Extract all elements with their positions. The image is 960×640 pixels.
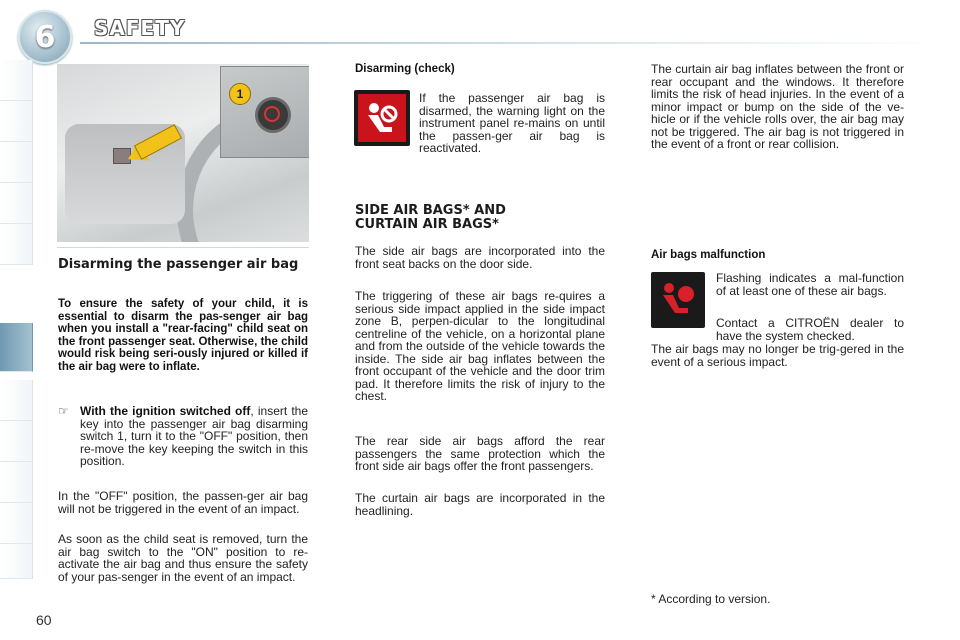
chapter-tab-rail [0, 60, 32, 580]
passenger-airbag-off-warning-icon [354, 90, 410, 146]
chapter-tab-10[interactable] [0, 503, 33, 544]
chapter-tab-7[interactable] [0, 380, 33, 421]
curtain-airbag-paragraph: The curtain air bag inflates between the front or rear occupant and the windows. It therefore limits the risk of head injuries. In the event of a minor impact or bump on the side of the ve-hicle or if the vehicle rolls over, the air bag may not be triggered. The air bag is not triggered in the event of a front or rear collision. [651, 62, 904, 151]
airbag-switch-photo [57, 64, 309, 242]
side-airbags-triggering-paragraph: The triggering of these air bags re-quires a serious side impact applied in the side impact zone B, perpen-dicular to the longitudinal centreline of the vehicle, on a horizontal plane and from the outside of the vehicle towards the inside. The side air bag inflates between the front occupant of the vehicle and the door trim pad. It therefore limits the risk of injury to the chest. [355, 289, 605, 403]
section-divider [57, 247, 309, 248]
switch-inset-photo [220, 66, 309, 158]
check-heading: Disarming (check) [355, 63, 455, 75]
airbag-malfunction-warning-icon [651, 272, 705, 328]
off-position-paragraph: In the "OFF" position, the passen-ger air bag will not be triggered in the event of an impact. [58, 489, 308, 516]
check-description: If the passenger air bag is disarmed, the warning light on the instrument panel re-mains on until the passen-ger air bag is reactivated. [419, 91, 605, 155]
malfunction-consequence-text: The air bags may no longer be trig-gered in the event of a serious impact. [651, 342, 904, 369]
bullet-instruction [80, 405, 308, 468]
chapter-tab-9[interactable] [0, 462, 33, 503]
malfunction-heading: Air bags malfunction [651, 249, 766, 261]
no-symbol-icon [264, 106, 280, 122]
bullet-lead: With the ignition switched off [80, 404, 251, 418]
footnote: * According to version. [651, 592, 771, 606]
malfunction-flashing-text: Flashing indicates a mal-function of at least one of these air bags. [716, 271, 904, 298]
on-position-paragraph: As soon as the child seat is removed, turn the air bag switch to the "ON" position to re-activate the air bag and thus ensure the safety of your pas-senger in the event of an impact. [58, 532, 308, 584]
curtain-airbags-location-paragraph: The curtain air bags are incorporated in the headlining. [355, 491, 605, 518]
bullet-body: , insert the key into the passenger air bag disarming switch 1, turn it to the "OFF" position, then re-move the key keeping the switch in this position. [80, 404, 309, 468]
chapter-tab-1[interactable] [0, 60, 33, 101]
page-title: SAFETY [94, 16, 186, 40]
chapter-tab-6-active[interactable] [0, 323, 33, 372]
chapter-tab-2[interactable] [0, 101, 33, 142]
key-switch-icon [255, 97, 291, 133]
rear-side-airbags-paragraph: The rear side air bags afford the rear passengers the same protection which the front side air bags offer the front passengers. [355, 434, 605, 473]
chapter-number: 6 [34, 19, 56, 55]
chapter-tab-5[interactable] [0, 224, 33, 265]
chapter-tab-3[interactable] [0, 142, 33, 183]
section-heading-disarming: Disarming the passenger air bag [58, 257, 299, 272]
chapter-tab-11[interactable] [0, 544, 33, 579]
page-number: 60 [36, 612, 52, 628]
chapter-tab-8[interactable] [0, 421, 33, 462]
callout-number: 1 [229, 83, 251, 105]
child-safety-warning: To ensure the safety of your child, it is essential to disarm the pas-senger air bag when you install a "rear-facing" child seat on the front passenger seat. Otherwise, the child would risk being seri-ously injured or killed if the air bag were to inflate. [58, 298, 308, 373]
header-rule [80, 42, 940, 44]
malfunction-contact-text: Contact a CITROËN dealer to have the system checked. [716, 316, 904, 343]
chapter-tab-4[interactable] [0, 183, 33, 224]
side-airbags-heading: SIDE AIR BAGS* AND CURTAIN AIR BAGS* [355, 203, 506, 232]
chapter-number-badge [18, 10, 72, 64]
side-airbags-location-paragraph: The side air bags are incorporated into the front seat backs on the door side. [355, 244, 605, 271]
bullet-hand-icon: ☞ [58, 404, 69, 418]
